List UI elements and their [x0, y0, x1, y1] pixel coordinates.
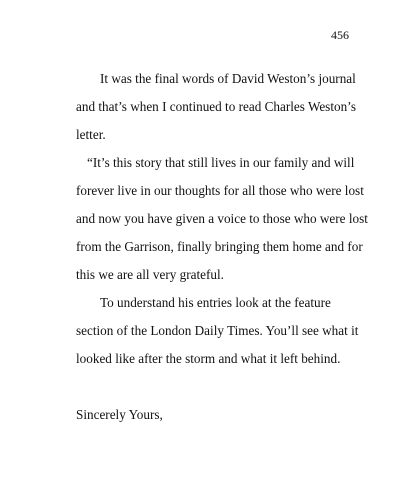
- text-line: from the Garrison, finally bringing them home and for: [76, 239, 363, 254]
- text-line: forever live in our thoughts for all those who were lost: [76, 183, 364, 198]
- text-line: letter.: [76, 127, 106, 142]
- page-number: 456: [331, 28, 349, 42]
- text-line: It was the final words of David Weston’s journal: [100, 71, 356, 86]
- text-line: section of the London Daily Times. You’ll see what it: [76, 323, 359, 338]
- text-line: and now you have given a voice to those who were lost: [76, 211, 368, 226]
- text-line: and that’s when I continued to read Charles Weston’s: [76, 99, 356, 114]
- text-line: To understand his entries look at the feature: [100, 295, 331, 310]
- text-line: this we are all very grateful.: [76, 267, 224, 282]
- text-line: “It’s this story that still lives in our family and will: [87, 155, 355, 170]
- text-line: looked like after the storm and what it left behind.: [76, 351, 341, 366]
- closing-line: Sincerely Yours,: [76, 407, 163, 422]
